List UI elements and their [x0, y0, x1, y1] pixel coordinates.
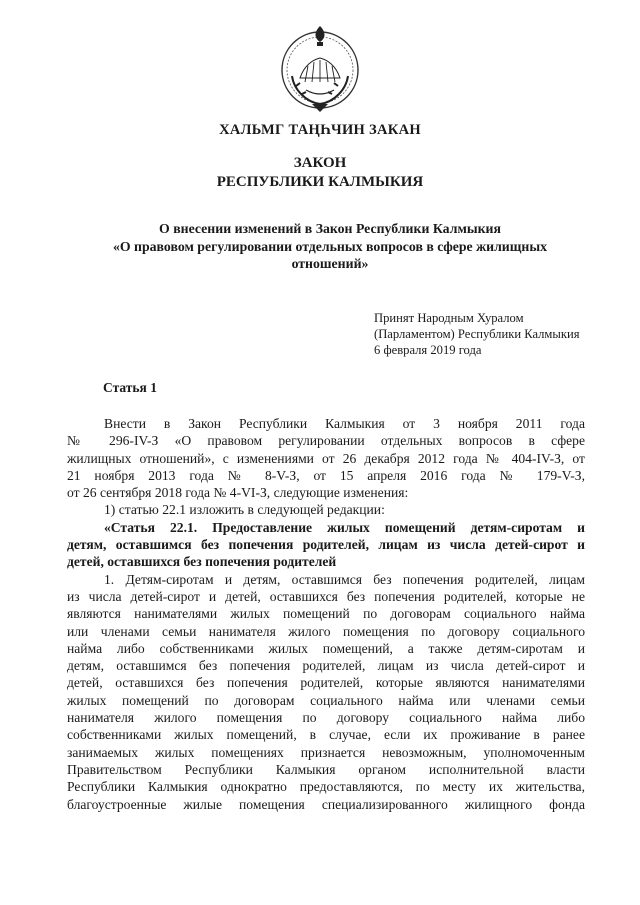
body-line: найма либо собственниками жилых помещений, а также детям-сиротам и — [67, 640, 585, 656]
body-line: благоустроенные жилые помещения специализированного жилищного фонда — [67, 796, 585, 812]
republic-heading: РЕСПУБЛИКИ КАЛМЫКИЯ — [216, 174, 424, 190]
body-line: жилых помещений по договорам социального найма или членами семьи — [67, 692, 585, 708]
coat-of-arms-emblem — [278, 20, 362, 114]
body-line: от 26 сентября 2018 года № 4-VI-З, следующие изменения: — [67, 485, 409, 501]
body-line: 1) статью 22.1 изложить в следующей редакции: — [104, 502, 385, 518]
article-body — [67, 415, 585, 813]
body-line: Республики Калмыкия однократно предоставляются, по месту их жительства, — [67, 779, 585, 795]
article-heading: Статья 1 — [103, 380, 157, 395]
law-heading: ЗАКОН — [293, 155, 347, 171]
law-title-line: «О правовом регулировании отдельных вопросов в сфере жилищных — [112, 238, 548, 254]
body-line: детей, оставшихся без попечения родителей — [67, 554, 337, 570]
body-line: или членами семьи нанимателя жилого помещения по договору социального — [67, 623, 585, 639]
body-line: нанимателя жилого помещения по договору социального найма либо — [67, 710, 585, 726]
law-title-line: О внесении изменений в Закон Республики Калмыкия — [159, 221, 501, 236]
body-line: 1. Детям-сиротам и детям, оставшимся без попечения родителей, лицам — [104, 571, 585, 587]
body-line: собственниками жилых помещений, в случае, если их проживание в ранее — [67, 727, 585, 743]
body-line: занимаемых жилых помещениях признается невозможным, уполномоченным — [67, 744, 585, 760]
law-title-line: отношений» — [291, 256, 369, 271]
adoption-note — [374, 310, 580, 358]
body-line: детей, оставшихся без попечения родителей, которые являются нанимателями — [67, 675, 585, 691]
body-line: Внести в Закон Республики Калмыкия от 3 ноября 2011 года — [104, 416, 585, 431]
adoption-line: Принят Народным Хуралом — [374, 311, 524, 325]
body-line: являются нанимателями жилых помещений по договорам социального найма — [67, 606, 585, 622]
adoption-line: 6 февраля 2019 года — [374, 343, 482, 357]
body-line: из числа детей-сирот и детей, оставшихся без попечения родителей, которые не — [67, 588, 585, 604]
body-line: «Статья 22.1. Предоставление жилых помещений детям-сиротам и — [104, 519, 585, 535]
body-line: Правительством Республики Калмыкия органом исполнительной власти — [67, 761, 585, 777]
body-line: детям, оставшимся без попечения родителей, лицам из числа детей-сирот и — [67, 658, 585, 674]
adoption-line: (Парламентом) Республики Калмыкия — [374, 327, 580, 341]
body-line: детям, оставшимся без попечения родителей, лицам из числа детей-сирот и — [67, 537, 585, 553]
body-line: 21 ноября 2013 года № 8-V-З, от 15 апреля 2016 года № 179-V-З, — [67, 467, 585, 483]
body-line: № 296-IV-З «О правовом регулировании отдельных вопросов в сфере — [67, 433, 585, 449]
body-line: жилищных отношений», с изменениями от 26 декабря 2012 года № 404-IV-З, от — [67, 450, 585, 466]
kalmyk-law-title: ХАЛЬМГ ТАҢҺЧИН ЗАКАН — [219, 122, 421, 138]
law-title — [60, 220, 600, 273]
